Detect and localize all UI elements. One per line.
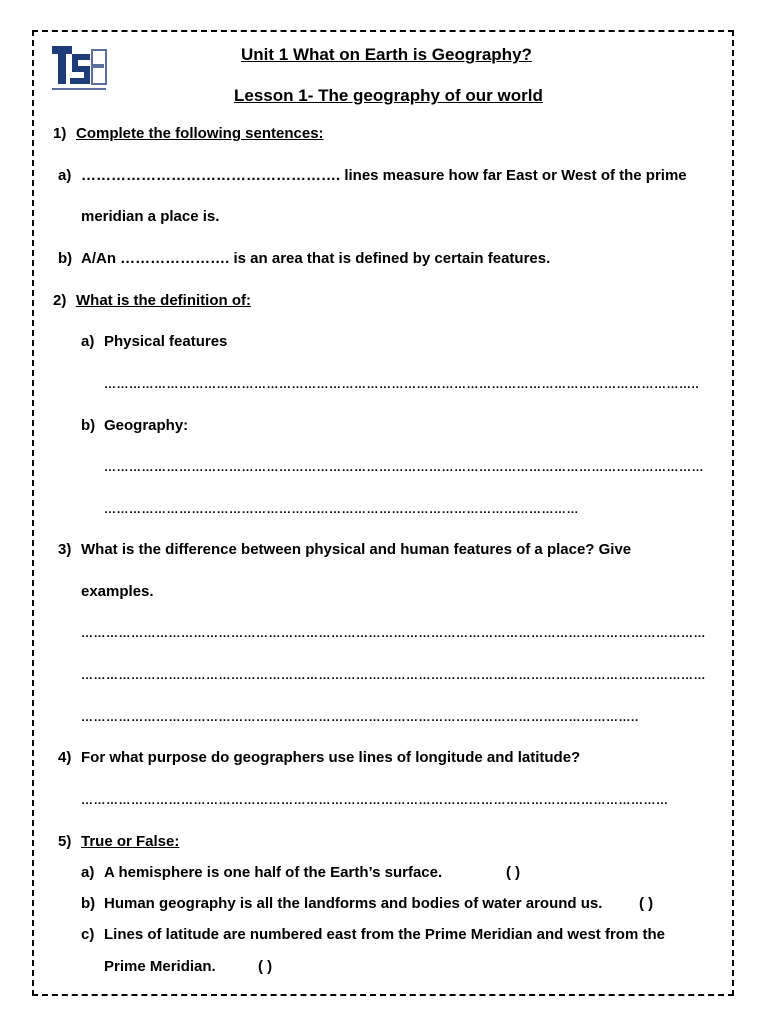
q5c-text-cont: Prime Meridian. xyxy=(104,958,216,975)
q3-text-cont: examples. xyxy=(81,583,154,600)
q3-answer-line-1: …………………………………………………………………………………………………………………………………… xyxy=(81,626,706,640)
q2b-label: b) xyxy=(81,417,96,434)
q1a-text: ……………………………………………. lines measure how far East or West of the prime xyxy=(81,167,687,184)
q5-number: 5) xyxy=(58,833,72,850)
q2a-answer-line: …………………………………………………………………………………………………………………………….. xyxy=(104,377,700,391)
q1-heading: Complete the following sentences: xyxy=(76,125,324,142)
q5-heading: True or False: xyxy=(81,833,180,850)
q3-number: 3) xyxy=(58,541,72,558)
q1a-label: a) xyxy=(58,167,72,184)
q1a-text-cont: meridian a place is. xyxy=(81,208,220,225)
q2b-text: Geography: xyxy=(104,417,189,434)
q1b-text: A/An …………………. is an area that is defined by certain features. xyxy=(81,250,551,267)
q2-heading: What is the definition of: xyxy=(76,292,251,309)
q2b-answer-line-1: ……………………………………………………………………………………………………………………………… xyxy=(104,460,704,474)
unit-title: Unit 1 What on Earth is Geography? xyxy=(241,45,532,64)
q4-text: For what purpose do geographers use lines of longitude and latitude? xyxy=(81,749,581,766)
q5a-label: a) xyxy=(81,864,95,881)
q5b-text: Human geography is all the landforms and bodies of water around us. xyxy=(104,895,603,912)
lesson-title: Lesson 1- The geography of our world xyxy=(234,86,543,105)
q3-answer-line-2: …………………………………………………………………………………………………………………………………… xyxy=(81,668,706,682)
q2a-label: a) xyxy=(81,333,95,350)
q2-number: 2) xyxy=(53,292,67,309)
q5c-answer-box: ( ) xyxy=(258,958,273,975)
q3-text: What is the difference between physical and human features of a place? Give xyxy=(81,541,632,558)
q5a-text: A hemisphere is one half of the Earth’s surface. xyxy=(104,864,443,881)
q5b-label: b) xyxy=(81,895,96,912)
q3-answer-line-3: …………………………………………………………………………………………………………………….. xyxy=(81,710,639,724)
q5b-answer-box: ( ) xyxy=(639,895,654,912)
q5a-answer-box: ( ) xyxy=(506,864,521,881)
q2a-text: Physical features xyxy=(104,333,228,350)
q5c-text: Lines of latitude are numbered east from the Prime Meridian and west from the xyxy=(104,926,665,943)
q1-number: 1) xyxy=(53,125,67,142)
q1b-label: b) xyxy=(58,250,73,267)
q4-number: 4) xyxy=(58,749,72,766)
q2b-answer-line-2: …………………………………………………………………………………………………… xyxy=(104,502,579,516)
school-logo xyxy=(50,44,110,96)
q5c-label: c) xyxy=(81,926,95,943)
q4-answer-line: …………………………………………………………………………………………………………………………… xyxy=(81,793,669,807)
